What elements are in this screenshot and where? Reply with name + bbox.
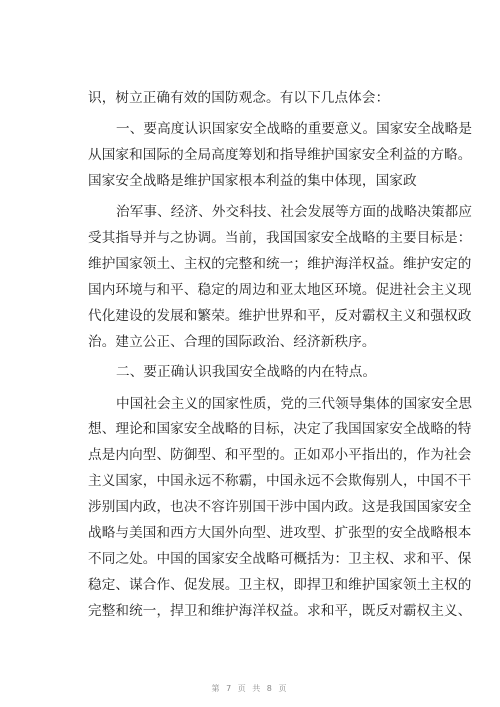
text-line: 治。建立公正、合理的国际政治、经济新秩序。 [88, 334, 376, 350]
text-line: 涉别国内政，也决不容许别国干涉中国内政。这是我国国家安全 [88, 499, 472, 515]
text-line: 从国家和国际的全局高度筹划和指导维护国家安全利益的方略。 [88, 147, 472, 163]
text-line: 国家安全战略是维护国家根本利益的集中体现，国家政 [88, 173, 417, 189]
text-line: 战略与美国和西方大国外向型、进攻型、扩张型的安全战略根本 [88, 525, 472, 541]
text-line: 一、要高度认识国家安全战略的重要意义。国家安全战略是 [116, 121, 473, 137]
text-line: 识，树立正确有效的国防观念。有以下几点体会： [88, 90, 390, 106]
text-line: 中国社会主义的国家性质，党的三代领导集体的国家安全思 [116, 396, 473, 412]
text-line: 代化建设的发展和繁荣。维护世界和平，反对霸权主义和强权政 [88, 308, 472, 324]
text-line: 受其指导并与之协调。当前，我国国家安全战略的主要目标是： [88, 230, 472, 246]
page-number-footer: 第 7 页 共 8 页 [211, 684, 289, 693]
text-line: 稳定、谋合作、促发展。卫主权，即捍卫和维护国家领土主权的 [88, 577, 472, 593]
text-line: 主义国家，中国永远不称霸，中国永远不会欺侮别人，中国不干 [88, 473, 472, 489]
text-line: 国内环境与和平、稳定的周边和亚太地区环境。促进社会主义现 [88, 282, 472, 298]
text-line: 维护国家领土、主权的完整和统一；维护海洋权益。维护安定的 [88, 256, 472, 272]
text-line: 治军事、经济、外交科技、社会发展等方面的战略决策都应 [116, 204, 473, 220]
text-line: 点是内向型、防御型、和平型的。正如邓小平指出的，作为社会 [88, 447, 472, 463]
text-line: 完整和统一，捍卫和维护海洋权益。求和平，既反对霸权主义、 [88, 603, 472, 619]
text-line: 不同之处。中国的国家安全战略可概括为：卫主权、求和平、保 [88, 551, 472, 567]
text-line: 想、理论和国家安全战略的目标，决定了我国国家安全战略的特 [88, 421, 472, 437]
text-line: 二、要正确认识我国安全战略的内在特点。 [116, 364, 377, 380]
